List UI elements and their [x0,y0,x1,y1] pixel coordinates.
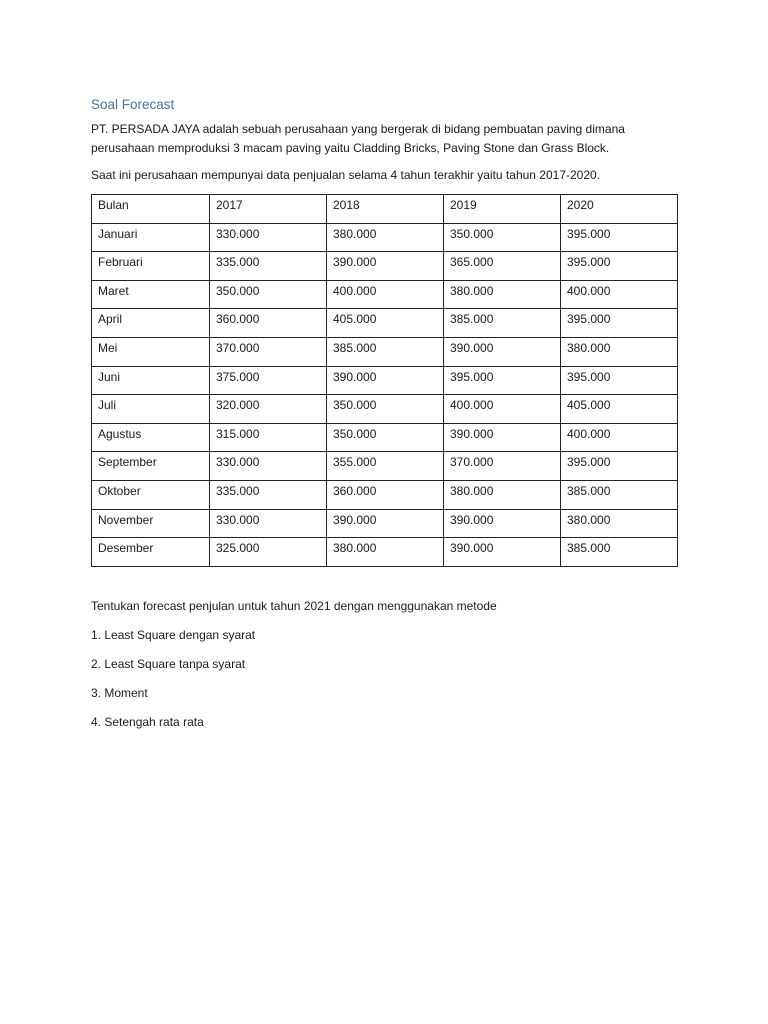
month-cell: Maret [92,280,210,309]
sales-value-cell: 350.000 [444,223,561,252]
sales-value-cell: 390.000 [327,366,444,395]
table-row [92,423,678,452]
sales-value-cell: 390.000 [327,509,444,538]
sales-value-cell: 380.000 [561,337,678,366]
sales-value-cell: 315.000 [210,423,327,452]
month-cell: Agustus [92,423,210,452]
method-item: 1. Least Square dengan syarat [91,627,256,642]
sales-value-cell: 390.000 [327,252,444,281]
header-cell: 2017 [210,195,327,224]
sales-value-cell: 335.000 [210,252,327,281]
sales-value-cell: 360.000 [327,480,444,509]
sales-value-cell: 380.000 [327,538,444,567]
sales-value-cell: 390.000 [444,509,561,538]
header-cell: Bulan [92,195,210,224]
sales-value-cell: 330.000 [210,223,327,252]
sales-value-cell: 385.000 [561,538,678,567]
sales-value-cell: 385.000 [327,337,444,366]
table-row [92,366,678,395]
sales-value-cell: 355.000 [327,452,444,481]
table-row [92,538,678,567]
header-cell: 2018 [327,195,444,224]
sales-value-cell: 330.000 [210,509,327,538]
month-cell: September [92,452,210,481]
header-cell: 2020 [561,195,678,224]
table-row [92,337,678,366]
sales-value-cell: 405.000 [327,309,444,338]
question-text: Tentukan forecast penjulan untuk tahun 2021 dengan menggunakan metode [91,598,497,613]
intro-paragraph: PT. PERSADA JAYA adalah sebuah perusahaan yang bergerak di bidang pembuatan paving dimana perusahaan memproduksi 3 macam paving yaitu Cladding Bricks, Paving Stone dan Grass Block. [91,122,625,155]
sales-value-cell: 380.000 [444,480,561,509]
method-item: 2. Least Square tanpa syarat [91,656,246,671]
sales-value-cell: 325.000 [210,538,327,567]
sales-table-body [92,195,678,567]
sales-value-cell: 395.000 [561,252,678,281]
table-row [92,395,678,424]
month-cell: Desember [92,538,210,567]
month-cell: Januari [92,223,210,252]
month-cell: Oktober [92,480,210,509]
sales-value-cell: 390.000 [444,538,561,567]
sales-value-cell: 390.000 [444,337,561,366]
month-cell: Juli [92,395,210,424]
sales-value-cell: 400.000 [561,280,678,309]
month-cell: Juni [92,366,210,395]
method-item: 4. Setengah rata rata [91,714,204,729]
table-row [92,480,678,509]
sales-value-cell: 395.000 [561,223,678,252]
table-row [92,452,678,481]
sales-value-cell: 380.000 [444,280,561,309]
table-row [92,309,678,338]
document-heading: Soal Forecast [91,97,175,112]
sales-value-cell: 370.000 [444,452,561,481]
month-cell: November [92,509,210,538]
sales-value-cell: 360.000 [210,309,327,338]
table-row [92,223,678,252]
sales-value-cell: 400.000 [327,280,444,309]
sales-table [91,194,678,567]
sales-value-cell: 395.000 [561,366,678,395]
sales-value-cell: 350.000 [327,395,444,424]
table-row [92,252,678,281]
month-cell: April [92,309,210,338]
month-cell: Februari [92,252,210,281]
sales-value-cell: 370.000 [210,337,327,366]
sales-value-cell: 395.000 [561,309,678,338]
sales-value-cell: 330.000 [210,452,327,481]
table-header-row [92,195,678,224]
sales-value-cell: 375.000 [210,366,327,395]
sales-value-cell: 350.000 [210,280,327,309]
sales-value-cell: 395.000 [561,452,678,481]
table-row [92,280,678,309]
sales-value-cell: 335.000 [210,480,327,509]
header-cell: 2019 [444,195,561,224]
sales-value-cell: 400.000 [561,423,678,452]
sales-value-cell: 395.000 [444,366,561,395]
document-page [91,96,681,732]
sales-value-cell: 380.000 [327,223,444,252]
sales-value-cell: 380.000 [561,509,678,538]
table-row [92,509,678,538]
sales-value-cell: 385.000 [444,309,561,338]
sales-value-cell: 400.000 [444,395,561,424]
sales-value-cell: 350.000 [327,423,444,452]
sales-value-cell: 320.000 [210,395,327,424]
method-list [91,626,681,732]
method-item: 3. Moment [91,685,148,700]
month-cell: Mei [92,337,210,366]
period-paragraph: Saat ini perusahaan mempunyai data penjualan selama 4 tahun terakhir yaitu tahun 2017-2020. [91,168,601,182]
sales-value-cell: 365.000 [444,252,561,281]
sales-value-cell: 390.000 [444,423,561,452]
sales-value-cell: 385.000 [561,480,678,509]
sales-value-cell: 405.000 [561,395,678,424]
